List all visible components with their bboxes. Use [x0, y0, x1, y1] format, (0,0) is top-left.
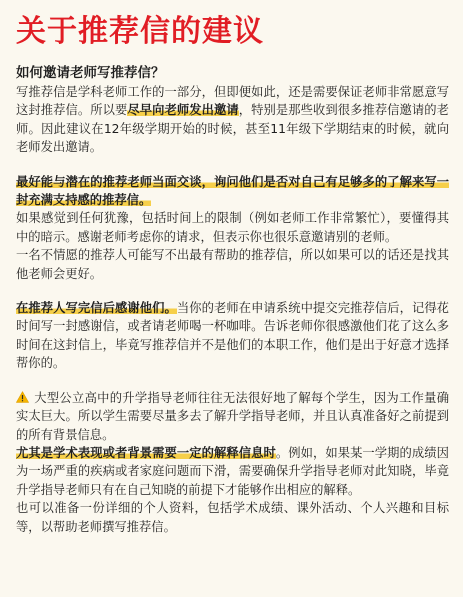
counselor-paragraph — [16, 389, 449, 444]
paragraph-text: 。例如，如果某一学期的成绩因为一场严重的疾病或者家庭问题而下滑，需要确保升学指导老师对此知晓，毕竟升学指导老师只有在自己知晓的前提下才能够作出相应的解释。 — [16, 445, 449, 497]
paragraph-text: 大型公立高中的升学指导老师往往无法很好地了解每个学生，因为工作量确实太巨大。所以学生需要尽量多去了解升学指导老师，并且认真准备好之前提到的所有背景信息。 — [16, 390, 449, 442]
invite-paragraph — [16, 83, 449, 157]
paragraph-text: 当你的老师在申请系统中提交完推荐信后，记得花时间写一封感谢信，或者请老师喝一杯咖啡。告诉老师你很感激他们花了这么多时间在这封信上，毕竟写推荐信并不是他们的本职工作，他们是出于好意才选择帮你的。 — [16, 301, 449, 371]
reluctant-paragraph: 一名不情愿的推荐人可能写不出最有帮助的推荐信，所以如果可以的话还是找其他老师会更好。 — [16, 248, 449, 281]
hesitation-paragraph: 如果感觉到任何犹豫，包括时间上的限制（例如老师工作非常繁忙），要懂得其中的暗示。感谢老师考虑你的请求，但表示你也很乐意邀请别的老师。 — [16, 211, 449, 244]
talk-highlight-paragraph — [16, 173, 449, 210]
page-title: 关于推荐信的建议 — [16, 14, 264, 49]
thanks-paragraph — [16, 299, 449, 373]
highlight-text: 尽早向老师发出邀请 — [127, 103, 239, 118]
highlight-text: 最好能与潜在的推荐老师当面交谈，询问他们是否对自己有足够多的了解来写一封充满支持感的推荐信。 — [16, 174, 449, 208]
section-heading: 如何邀请老师写推荐信？ — [16, 65, 165, 81]
highlight-text: 在推荐人写完信后感谢他们。 — [16, 301, 177, 316]
explain-paragraph — [16, 444, 449, 499]
paragraph-text: 写推荐信是学科老师工作的一部分，但即便如此，还是需要保证老师非常愿意写这封推荐信。所以要 — [16, 85, 449, 118]
profile-paragraph: 也可以准备一份详细的个人资料，包括学术成绩、课外活动、个人兴趣和目标等，以帮助老师撰写推荐信。 — [16, 501, 449, 534]
warning-icon — [16, 390, 29, 402]
paragraph-text: ，特别是那些收到很多推荐信邀请的老师。因此建议在12年级学期开始的时候，甚至11年级下学期结束的时候，就向老师发出邀请。 — [16, 103, 449, 155]
highlight-text: 尤其是学术表现或者背景需要一定的解释信息时 — [16, 445, 276, 460]
